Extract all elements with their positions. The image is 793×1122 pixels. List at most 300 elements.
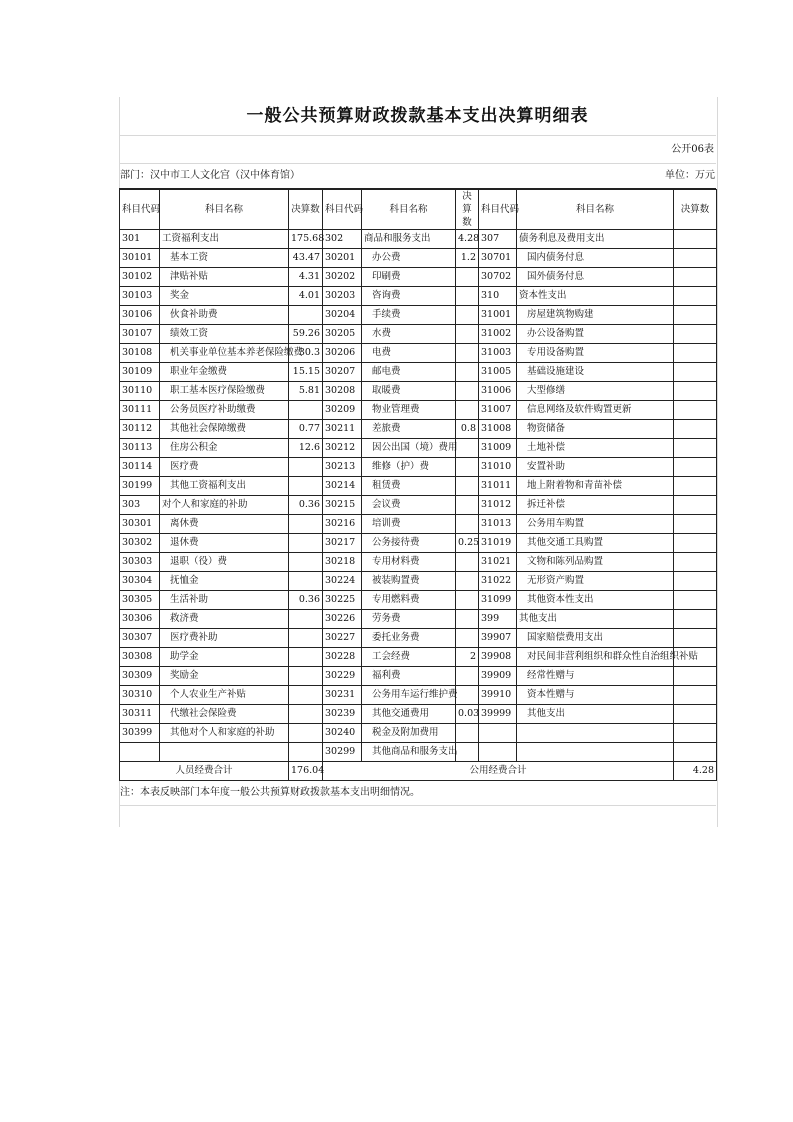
- cell-amount-2: [456, 401, 479, 420]
- cell-code-2: 30201: [323, 249, 362, 268]
- personnel-total-value: 176.04: [289, 762, 323, 781]
- cell-name-1: 奖金: [160, 287, 289, 306]
- cell-name-2: 专用材料费: [362, 553, 456, 572]
- cell-name-3: 大型修缮: [517, 382, 674, 401]
- expenditure-table: [119, 189, 717, 781]
- cell-code-1: 30308: [120, 648, 160, 667]
- header-name-2: 科目名称: [362, 190, 456, 230]
- cell-name-1: 其他对个人和家庭的补助: [160, 724, 289, 743]
- cell-code-3: 399: [479, 610, 517, 629]
- table-row: [120, 648, 717, 667]
- cell-name-1: 对个人和家庭的补助: [160, 496, 289, 515]
- cell-amount-3: [674, 306, 717, 325]
- cell-code-2: 30213: [323, 458, 362, 477]
- cell-code-2: 302: [323, 230, 362, 249]
- cell-code-2: 30224: [323, 572, 362, 591]
- cell-name-2: 劳务费: [362, 610, 456, 629]
- cell-amount-3: [674, 534, 717, 553]
- table-row: [120, 344, 717, 363]
- cell-code-3: 31005: [479, 363, 517, 382]
- cell-code-3: 31010: [479, 458, 517, 477]
- cell-amount-3: [674, 553, 717, 572]
- cell-amount-1: 30.3: [289, 344, 323, 363]
- form-number: 公开06表: [119, 136, 716, 164]
- cell-name-1: 公务员医疗补助缴费: [160, 401, 289, 420]
- cell-code-1: 30103: [120, 287, 160, 306]
- cell-code-2: 30207: [323, 363, 362, 382]
- cell-code-3: 39909: [479, 667, 517, 686]
- cell-code-3: 31013: [479, 515, 517, 534]
- table-row: [120, 496, 717, 515]
- header-amount-2: 决算数: [456, 190, 479, 230]
- cell-amount-1: [289, 743, 323, 762]
- cell-name-1: [160, 743, 289, 762]
- cell-amount-2: 0.25: [456, 534, 479, 553]
- cell-code-1: 30101: [120, 249, 160, 268]
- table-row: [120, 325, 717, 344]
- cell-amount-2: [456, 496, 479, 515]
- cell-amount-1: [289, 572, 323, 591]
- cell-amount-2: [456, 306, 479, 325]
- cell-name-1: 伙食补助费: [160, 306, 289, 325]
- cell-code-3: 307: [479, 230, 517, 249]
- cell-code-1: 30109: [120, 363, 160, 382]
- cell-code-1: 30305: [120, 591, 160, 610]
- cell-amount-3: [674, 515, 717, 534]
- cell-name-1: 抚恤金: [160, 572, 289, 591]
- table-row: [120, 667, 717, 686]
- cell-code-3: 31009: [479, 439, 517, 458]
- cell-code-2: 30205: [323, 325, 362, 344]
- cell-name-1: 生活补助: [160, 591, 289, 610]
- cell-name-3: 国家赔偿费用支出: [517, 629, 674, 648]
- cell-amount-2: [456, 458, 479, 477]
- cell-code-2: 30216: [323, 515, 362, 534]
- cell-code-2: 30203: [323, 287, 362, 306]
- table-row: [120, 477, 717, 496]
- cell-code-1: 30309: [120, 667, 160, 686]
- cell-code-1: 30310: [120, 686, 160, 705]
- cell-amount-3: [674, 382, 717, 401]
- cell-name-1: 机关事业单位基本养老保险缴费: [160, 344, 289, 363]
- header-code-3: 科目代码: [479, 190, 517, 230]
- cell-name-2: 电费: [362, 344, 456, 363]
- cell-code-3: 310: [479, 287, 517, 306]
- cell-name-2: 培训费: [362, 515, 456, 534]
- cell-name-1: 奖励金: [160, 667, 289, 686]
- cell-code-3: 31022: [479, 572, 517, 591]
- cell-name-2: 税金及附加费用: [362, 724, 456, 743]
- cell-code-1: 30301: [120, 515, 160, 534]
- cell-name-2: 其他商品和服务支出: [362, 743, 456, 762]
- totals-row: [120, 762, 717, 781]
- cell-code-1: 303: [120, 496, 160, 515]
- cell-code-2: 30226: [323, 610, 362, 629]
- cell-amount-1: 175.68: [289, 230, 323, 249]
- cell-code-3: 31099: [479, 591, 517, 610]
- cell-amount-1: [289, 705, 323, 724]
- cell-name-3: 地上附着物和青苗补偿: [517, 477, 674, 496]
- cell-code-2: 30214: [323, 477, 362, 496]
- cell-name-3: 其他交通工具购置: [517, 534, 674, 553]
- cell-name-2: 邮电费: [362, 363, 456, 382]
- cell-amount-3: [674, 344, 717, 363]
- cell-amount-2: 0.03: [456, 705, 479, 724]
- header-amount-1: 决算数: [289, 190, 323, 230]
- table-row: [120, 249, 717, 268]
- cell-amount-3: [674, 705, 717, 724]
- cell-code-3: 39907: [479, 629, 517, 648]
- table-row: [120, 629, 717, 648]
- table-row: [120, 268, 717, 287]
- cell-amount-1: 59.26: [289, 325, 323, 344]
- cell-amount-3: [674, 724, 717, 743]
- unit-label: 单位：万元: [665, 170, 715, 181]
- cell-name-1: 绩效工资: [160, 325, 289, 344]
- cell-code-3: 39908: [479, 648, 517, 667]
- cell-amount-3: [674, 268, 717, 287]
- cell-amount-1: 43.47: [289, 249, 323, 268]
- cell-name-1: 职业年金缴费: [160, 363, 289, 382]
- table-row: [120, 724, 717, 743]
- cell-name-2: 福利费: [362, 667, 456, 686]
- cell-code-2: 30204: [323, 306, 362, 325]
- cell-name-1: 工资福利支出: [160, 230, 289, 249]
- cell-name-2: 工会经费: [362, 648, 456, 667]
- cell-name-1: 津贴补贴: [160, 268, 289, 287]
- cell-amount-1: [289, 667, 323, 686]
- cell-name-2: 租赁费: [362, 477, 456, 496]
- cell-amount-2: [456, 743, 479, 762]
- cell-name-2: 取暖费: [362, 382, 456, 401]
- cell-code-1: 30102: [120, 268, 160, 287]
- table-row: [120, 515, 717, 534]
- table-row: [120, 572, 717, 591]
- cell-code-3: [479, 743, 517, 762]
- cell-code-3: 39999: [479, 705, 517, 724]
- cell-code-1: 30311: [120, 705, 160, 724]
- cell-amount-1: [289, 648, 323, 667]
- report-sheet: [119, 97, 716, 806]
- cell-name-3: 对民间非营利组织和群众性自治组织补贴: [517, 648, 674, 667]
- table-note: 注：本表反映部门本年度一般公共预算财政拨款基本支出明细情况。: [119, 781, 716, 806]
- cell-name-3: [517, 724, 674, 743]
- cell-name-1: 其他工资福利支出: [160, 477, 289, 496]
- personnel-total-label: 人员经费合计: [120, 762, 289, 781]
- cell-amount-2: [456, 629, 479, 648]
- cell-code-2: 30231: [323, 686, 362, 705]
- cell-amount-2: [456, 515, 479, 534]
- cell-amount-3: [674, 496, 717, 515]
- cell-amount-1: 0.77: [289, 420, 323, 439]
- cell-name-3: 其他支出: [517, 705, 674, 724]
- cell-name-3: 文物和陈列品购置: [517, 553, 674, 572]
- cell-name-3: 经常性赠与: [517, 667, 674, 686]
- table-row: [120, 591, 717, 610]
- table-row: [120, 705, 717, 724]
- cell-code-3: 31001: [479, 306, 517, 325]
- table-row: [120, 420, 717, 439]
- cell-name-2: 办公费: [362, 249, 456, 268]
- cell-amount-1: [289, 534, 323, 553]
- cell-code-2: 30215: [323, 496, 362, 515]
- cell-name-2: 公务用车运行维护费: [362, 686, 456, 705]
- cell-name-1: 救济费: [160, 610, 289, 629]
- cell-code-2: 30217: [323, 534, 362, 553]
- cell-amount-3: [674, 743, 717, 762]
- cell-name-2: 维修（护）费: [362, 458, 456, 477]
- cell-name-2: 其他交通费用: [362, 705, 456, 724]
- cell-amount-2: [456, 686, 479, 705]
- cell-code-3: [479, 724, 517, 743]
- cell-code-3: 31006: [479, 382, 517, 401]
- cell-name-2: 公务接待费: [362, 534, 456, 553]
- cell-code-1: 30114: [120, 458, 160, 477]
- cell-code-1: [120, 743, 160, 762]
- cell-amount-1: 15.15: [289, 363, 323, 382]
- cell-code-2: 30212: [323, 439, 362, 458]
- public-total-value: 4.28: [674, 762, 717, 781]
- cell-code-3: 31008: [479, 420, 517, 439]
- cell-amount-1: [289, 686, 323, 705]
- cell-code-2: 30208: [323, 382, 362, 401]
- cell-name-3: 拆迁补偿: [517, 496, 674, 515]
- cell-amount-1: 0.36: [289, 591, 323, 610]
- cell-amount-3: [674, 458, 717, 477]
- cell-name-1: 其他社会保障缴费: [160, 420, 289, 439]
- cell-code-1: 30199: [120, 477, 160, 496]
- header-code-2: 科目代码: [323, 190, 362, 230]
- cell-name-3: 土地补偿: [517, 439, 674, 458]
- cell-amount-2: [456, 724, 479, 743]
- cell-code-3: 31011: [479, 477, 517, 496]
- table-row: [120, 287, 717, 306]
- cell-amount-2: [456, 572, 479, 591]
- cell-amount-1: 4.01: [289, 287, 323, 306]
- cell-code-1: 30303: [120, 553, 160, 572]
- table-row: [120, 306, 717, 325]
- table-row: [120, 401, 717, 420]
- cell-name-1: 医疗费补助: [160, 629, 289, 648]
- cell-amount-2: 4.28: [456, 230, 479, 249]
- cell-name-3: 办公设备购置: [517, 325, 674, 344]
- table-header-row: [120, 190, 717, 230]
- cell-name-3: [517, 743, 674, 762]
- cell-amount-2: 1.2: [456, 249, 479, 268]
- cell-code-2: 30240: [323, 724, 362, 743]
- table-body: [120, 230, 717, 762]
- header-amount-3: 决算数: [674, 190, 717, 230]
- cell-name-2: 专用燃料费: [362, 591, 456, 610]
- cell-amount-1: 5.81: [289, 382, 323, 401]
- table-row: [120, 743, 717, 762]
- cell-name-2: 差旅费: [362, 420, 456, 439]
- cell-amount-2: [456, 439, 479, 458]
- cell-code-1: 30107: [120, 325, 160, 344]
- cell-code-1: 301: [120, 230, 160, 249]
- cell-code-3: 31002: [479, 325, 517, 344]
- cell-amount-3: [674, 572, 717, 591]
- department-line: [119, 164, 716, 189]
- cell-amount-1: [289, 629, 323, 648]
- cell-name-1: 助学金: [160, 648, 289, 667]
- cell-code-2: 30209: [323, 401, 362, 420]
- cell-code-3: 39910: [479, 686, 517, 705]
- header-name-3: 科目名称: [517, 190, 674, 230]
- cell-code-3: 31007: [479, 401, 517, 420]
- cell-code-2: 30218: [323, 553, 362, 572]
- cell-amount-3: [674, 325, 717, 344]
- cell-amount-3: [674, 667, 717, 686]
- cell-name-2: 印刷费: [362, 268, 456, 287]
- cell-amount-2: [456, 477, 479, 496]
- header-code-1: 科目代码: [120, 190, 160, 230]
- cell-amount-3: [674, 420, 717, 439]
- cell-code-2: 30239: [323, 705, 362, 724]
- cell-code-2: 30299: [323, 743, 362, 762]
- cell-code-3: 30701: [479, 249, 517, 268]
- cell-name-3: 国外债务付息: [517, 268, 674, 287]
- cell-amount-3: [674, 610, 717, 629]
- cell-amount-1: 0.36: [289, 496, 323, 515]
- cell-name-3: 房屋建筑物购建: [517, 306, 674, 325]
- cell-name-1: 职工基本医疗保险缴费: [160, 382, 289, 401]
- table-row: [120, 363, 717, 382]
- cell-amount-3: [674, 287, 717, 306]
- cell-code-3: 31019: [479, 534, 517, 553]
- cell-code-1: 30110: [120, 382, 160, 401]
- cell-name-3: 基础设施建设: [517, 363, 674, 382]
- cell-code-3: 31003: [479, 344, 517, 363]
- cell-amount-1: [289, 610, 323, 629]
- cell-code-1: 30108: [120, 344, 160, 363]
- cell-name-2: 被装购置费: [362, 572, 456, 591]
- cell-code-1: 30113: [120, 439, 160, 458]
- table-row: [120, 686, 717, 705]
- cell-name-3: 其他资本性支出: [517, 591, 674, 610]
- cell-code-3: 30702: [479, 268, 517, 287]
- table-row: [120, 534, 717, 553]
- cell-name-2: 物业管理费: [362, 401, 456, 420]
- cell-code-2: 30202: [323, 268, 362, 287]
- report-title: 一般公共预算财政拨款基本支出决算明细表: [119, 97, 716, 136]
- cell-name-1: 个人农业生产补贴: [160, 686, 289, 705]
- cell-code-2: 30211: [323, 420, 362, 439]
- department-name: 部门：汉中市工人文化宫（汉中体育馆）: [120, 170, 300, 181]
- cell-amount-2: [456, 363, 479, 382]
- cell-name-1: 住房公积金: [160, 439, 289, 458]
- cell-code-1: 30307: [120, 629, 160, 648]
- cell-name-1: 医疗费: [160, 458, 289, 477]
- cell-amount-3: [674, 363, 717, 382]
- cell-name-3: 无形资产购置: [517, 572, 674, 591]
- table-row: [120, 230, 717, 249]
- cell-amount-1: [289, 477, 323, 496]
- cell-amount-2: [456, 268, 479, 287]
- cell-amount-2: 2: [456, 648, 479, 667]
- table-row: [120, 553, 717, 572]
- cell-amount-1: [289, 458, 323, 477]
- cell-name-2: 手续费: [362, 306, 456, 325]
- cell-name-2: 商品和服务支出: [362, 230, 456, 249]
- cell-code-1: 30106: [120, 306, 160, 325]
- cell-name-2: 水费: [362, 325, 456, 344]
- cell-name-2: 咨询费: [362, 287, 456, 306]
- cell-name-1: 退休费: [160, 534, 289, 553]
- cell-name-2: 会议费: [362, 496, 456, 515]
- table-row: [120, 382, 717, 401]
- cell-amount-3: [674, 401, 717, 420]
- cell-amount-2: [456, 325, 479, 344]
- cell-code-1: 30302: [120, 534, 160, 553]
- cell-code-1: 30399: [120, 724, 160, 743]
- cell-name-3: 信息网络及软件购置更新: [517, 401, 674, 420]
- cell-amount-2: [456, 610, 479, 629]
- cell-name-3: 物资储备: [517, 420, 674, 439]
- cell-amount-1: 4.31: [289, 268, 323, 287]
- cell-name-3: 国内债务付息: [517, 249, 674, 268]
- cell-name-3: 资本性支出: [517, 287, 674, 306]
- cell-amount-2: [456, 591, 479, 610]
- cell-code-2: 30228: [323, 648, 362, 667]
- table-row: [120, 610, 717, 629]
- cell-amount-3: [674, 249, 717, 268]
- cell-name-1: 基本工资: [160, 249, 289, 268]
- cell-amount-1: 12.6: [289, 439, 323, 458]
- cell-name-1: 退职（役）费: [160, 553, 289, 572]
- cell-amount-3: [674, 230, 717, 249]
- header-name-1: 科目名称: [160, 190, 289, 230]
- cell-amount-3: [674, 629, 717, 648]
- cell-code-2: 30227: [323, 629, 362, 648]
- cell-amount-2: [456, 287, 479, 306]
- cell-amount-2: 0.8: [456, 420, 479, 439]
- cell-name-1: 离休费: [160, 515, 289, 534]
- cell-name-1: 代缴社会保险费: [160, 705, 289, 724]
- cell-name-2: 因公出国（境）费用: [362, 439, 456, 458]
- cell-amount-1: [289, 306, 323, 325]
- cell-name-3: 其他支出: [517, 610, 674, 629]
- cell-code-2: 30225: [323, 591, 362, 610]
- cell-amount-1: [289, 515, 323, 534]
- cell-amount-2: [456, 667, 479, 686]
- cell-name-3: 专用设备购置: [517, 344, 674, 363]
- cell-amount-2: [456, 344, 479, 363]
- cell-code-2: 30229: [323, 667, 362, 686]
- cell-amount-1: [289, 553, 323, 572]
- cell-code-1: 30111: [120, 401, 160, 420]
- cell-amount-1: [289, 724, 323, 743]
- cell-code-1: 30306: [120, 610, 160, 629]
- cell-amount-2: [456, 553, 479, 572]
- table-row: [120, 458, 717, 477]
- cell-name-2: 委托业务费: [362, 629, 456, 648]
- cell-code-2: 30206: [323, 344, 362, 363]
- public-total-label: 公用经费合计: [323, 762, 674, 781]
- cell-name-3: 资本性赠与: [517, 686, 674, 705]
- cell-amount-3: [674, 591, 717, 610]
- cell-amount-2: [456, 382, 479, 401]
- cell-amount-3: [674, 477, 717, 496]
- cell-amount-1: [289, 401, 323, 420]
- cell-name-3: 债务利息及费用支出: [517, 230, 674, 249]
- cell-amount-3: [674, 686, 717, 705]
- cell-name-3: 安置补助: [517, 458, 674, 477]
- table-row: [120, 439, 717, 458]
- cell-name-3: 公务用车购置: [517, 515, 674, 534]
- cell-code-3: 31012: [479, 496, 517, 515]
- cell-amount-3: [674, 439, 717, 458]
